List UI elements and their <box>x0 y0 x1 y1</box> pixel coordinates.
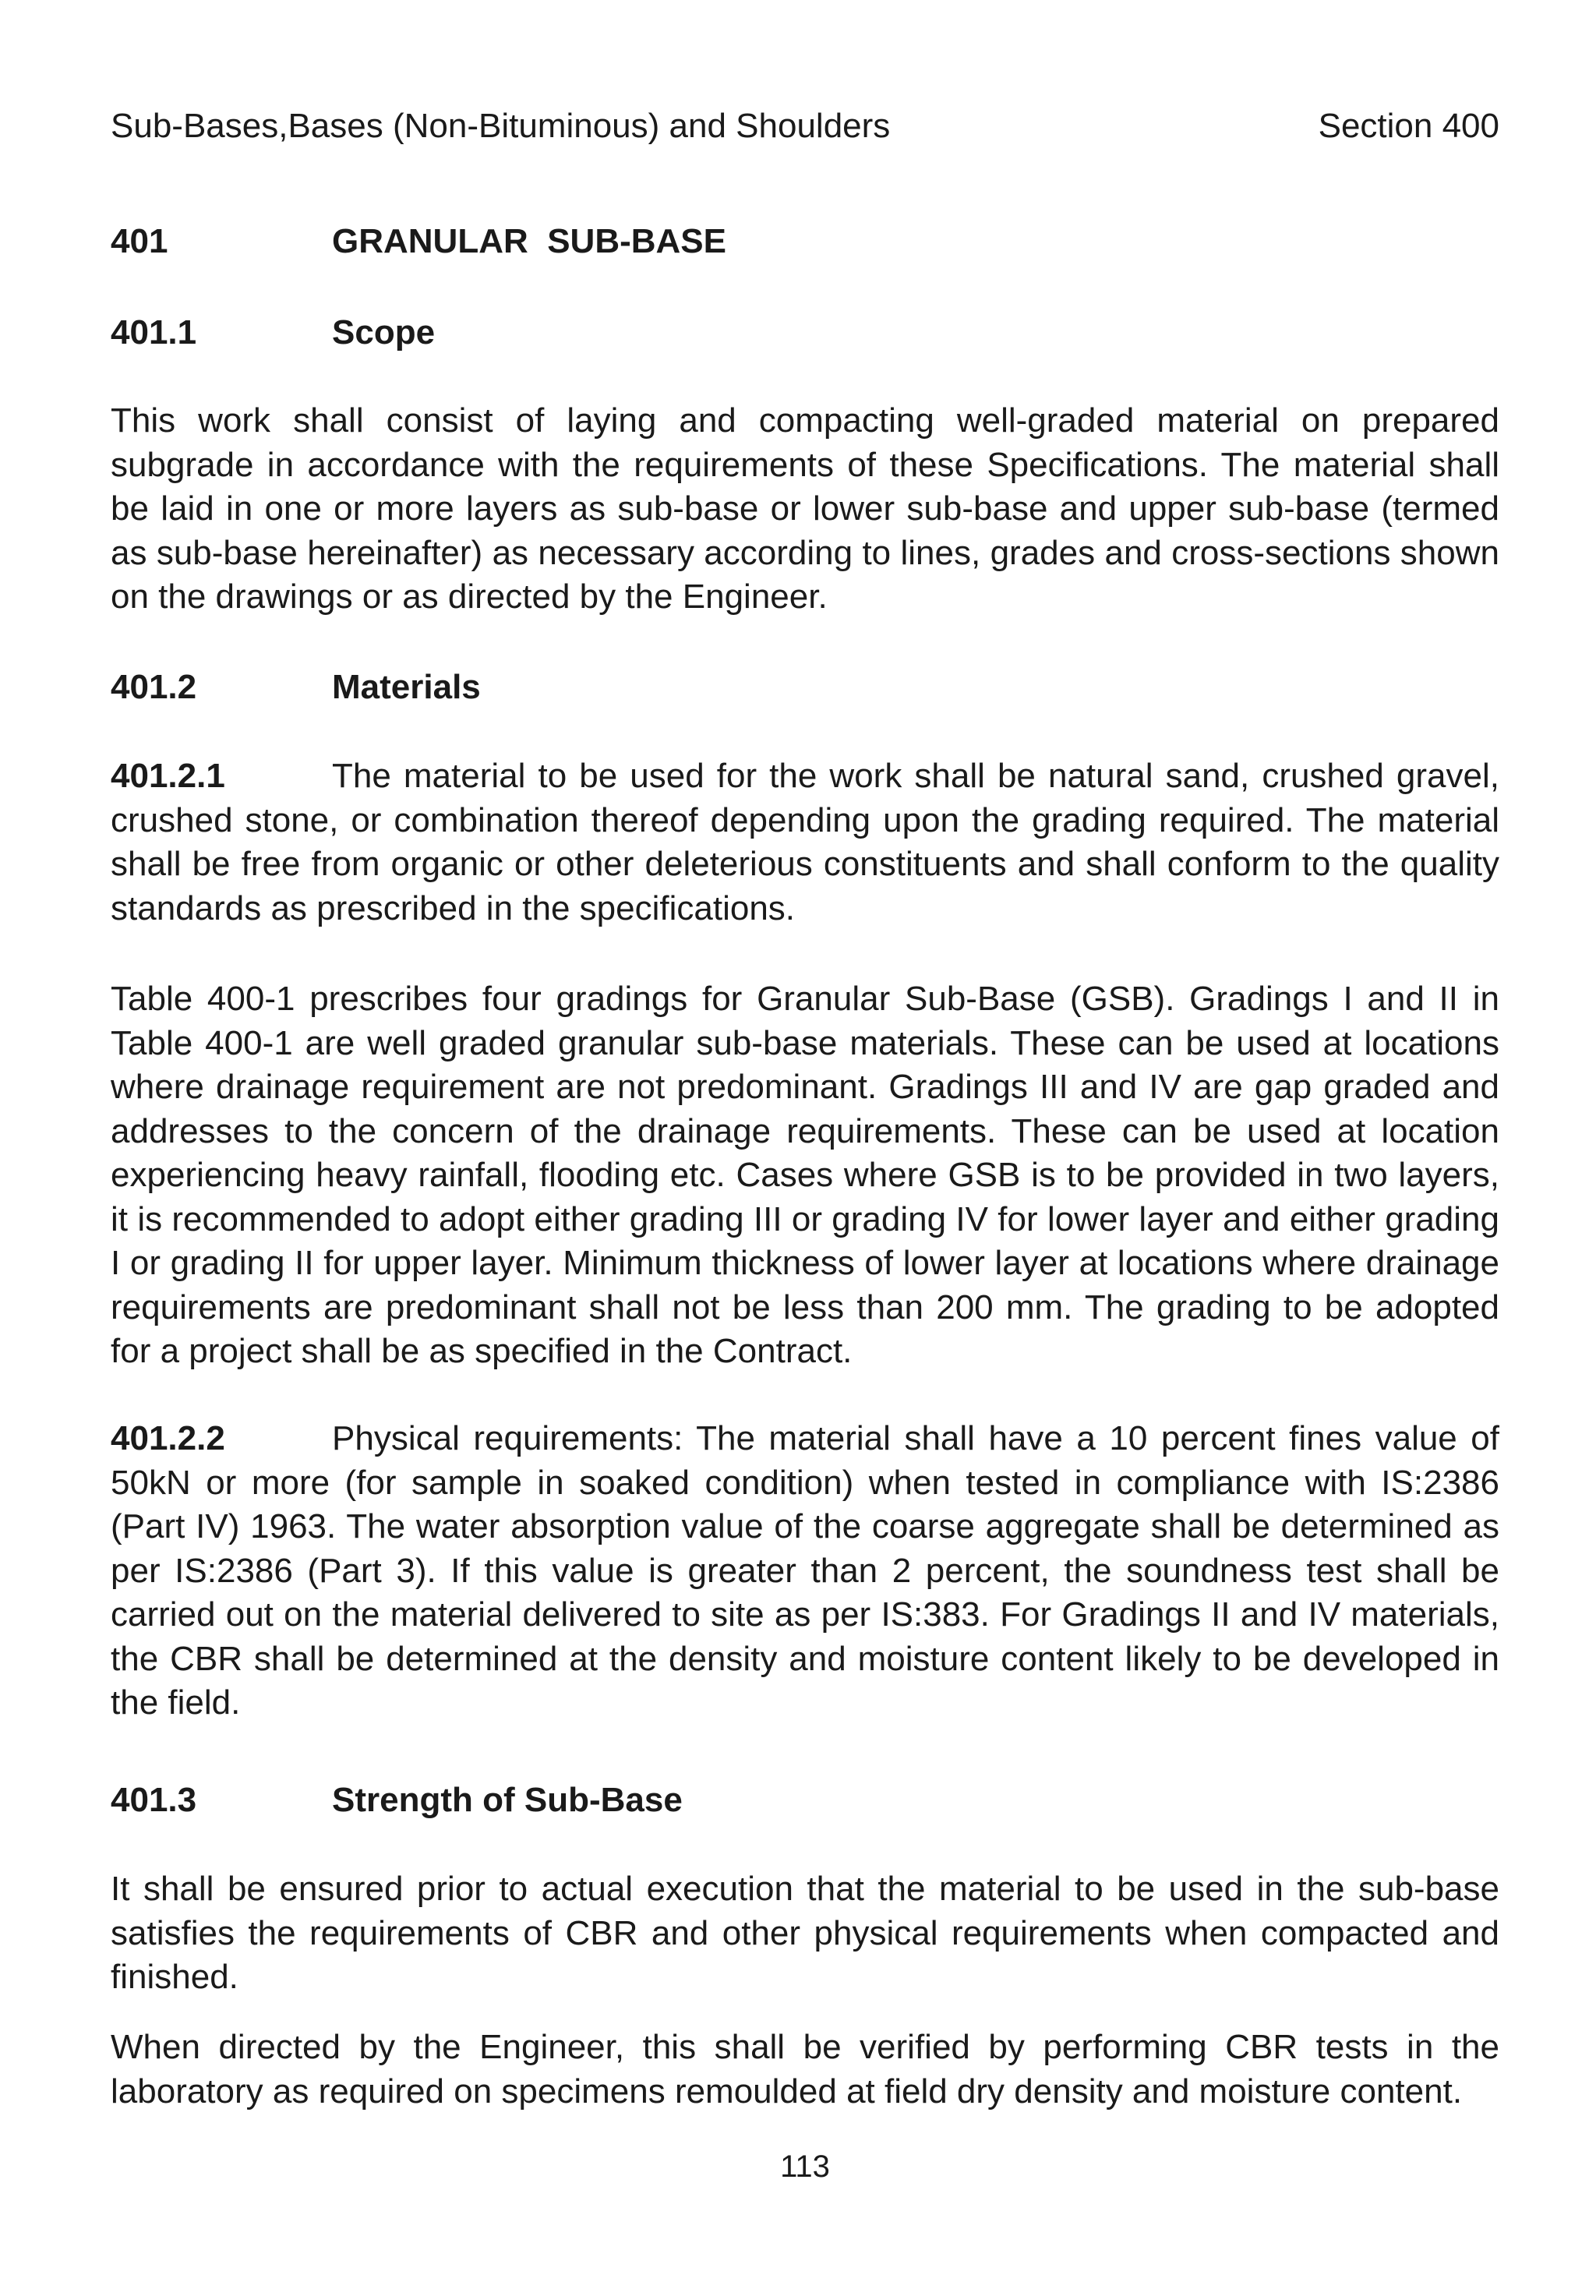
paragraph-401-2-2-text: Physical requirements: The material shall have a 10 percent fines value of 50kN or more (for sample in soaked condition) when tested in compliance with IS:2386 (Part IV) 1963. The water absorption value of the coarse aggregate shall be determined as per IS:2386 (Part 3). If this value is greater than 2 percent, the soundness test shall be carried out on the material delivered to site as per IS:383. For Gradings II and IV materials, the CBR shall be determined at the density and moisture content likely to be developed in the field. <box>111 1419 1499 1722</box>
paragraph-401-2-2-number: 401.2.2 <box>111 1419 225 1457</box>
heading-401-2-title: Materials <box>332 668 481 706</box>
strength-paragraph-2: When directed by the Engineer, this shall be verified by performing CBR tests in the laboratory as required on specimens remoulded at field dry density and moisture content. <box>111 2028 1499 2111</box>
header-chapter-title: Sub-Bases,Bases (Non-Bituminous) and Shoulders <box>111 107 891 145</box>
heading-401-1-title: Scope <box>332 313 436 351</box>
paragraph-401-2-2 <box>111 1417 1499 1726</box>
heading-401-3-number: 401.3 <box>111 1781 197 1819</box>
gradings-paragraph: Table 400-1 prescribes four gradings for Granular Sub-Base (GSB). Gradings I and II in Table 400-1 are well graded granular sub-base materials. These can be used at locations where drainage requirement are not predominant. Gradings III and IV are gap graded and addresses to the concern of the drainage requirements. These can be used at location experiencing heavy rainfall, flooding etc. Cases where GSB is to be provided in two layers, it is recommended to adopt either grading III or grading IV for lower layer and either grading I or grading II for upper layer. Minimum thickness of lower layer at locations where drainage requirements are predominant shall not be less than 200 mm. The grading to be adopted for a project shall be as specified in the Contract. <box>111 980 1499 1370</box>
heading-401-2-number: 401.2 <box>111 668 197 706</box>
heading-401-1-number: 401.1 <box>111 313 197 351</box>
heading-401-number: 401 <box>111 222 168 260</box>
paragraph-401-2-1-number: 401.2.1 <box>111 757 225 795</box>
heading-401-title: GRANULAR SUB-BASE <box>332 222 726 260</box>
header-section-label: Section 400 <box>1318 107 1499 145</box>
paragraph-401-2-1 <box>111 754 1499 931</box>
scope-paragraph: This work shall consist of laying and compacting well-graded material on prepared subgrade in accordance with the requirements of these Specifications. The material shall be laid in one or more layers as sub-base or lower sub-base and upper sub-base (termed as sub-base hereinafter) as necessary according to lines, grades and cross-sections shown on the drawings or as directed by the Engineer. <box>111 401 1499 616</box>
strength-paragraph-1: It shall be ensured prior to actual execution that the material to be used in the sub-base satisfies the requirements of CBR and other physical requirements when compacted and finished. <box>111 1870 1499 1996</box>
paragraph-401-2-1-text: The material to be used for the work shall be natural sand, crushed gravel, crushed stone, or combination thereof depending upon the grading required. The material shall be free from organic or other deleterious constituents and shall conform to the quality standards as prescribed in the specifications. <box>111 757 1499 927</box>
page-number: 113 <box>780 2149 830 2184</box>
heading-401-3-title: Strength of Sub-Base <box>332 1781 683 1819</box>
